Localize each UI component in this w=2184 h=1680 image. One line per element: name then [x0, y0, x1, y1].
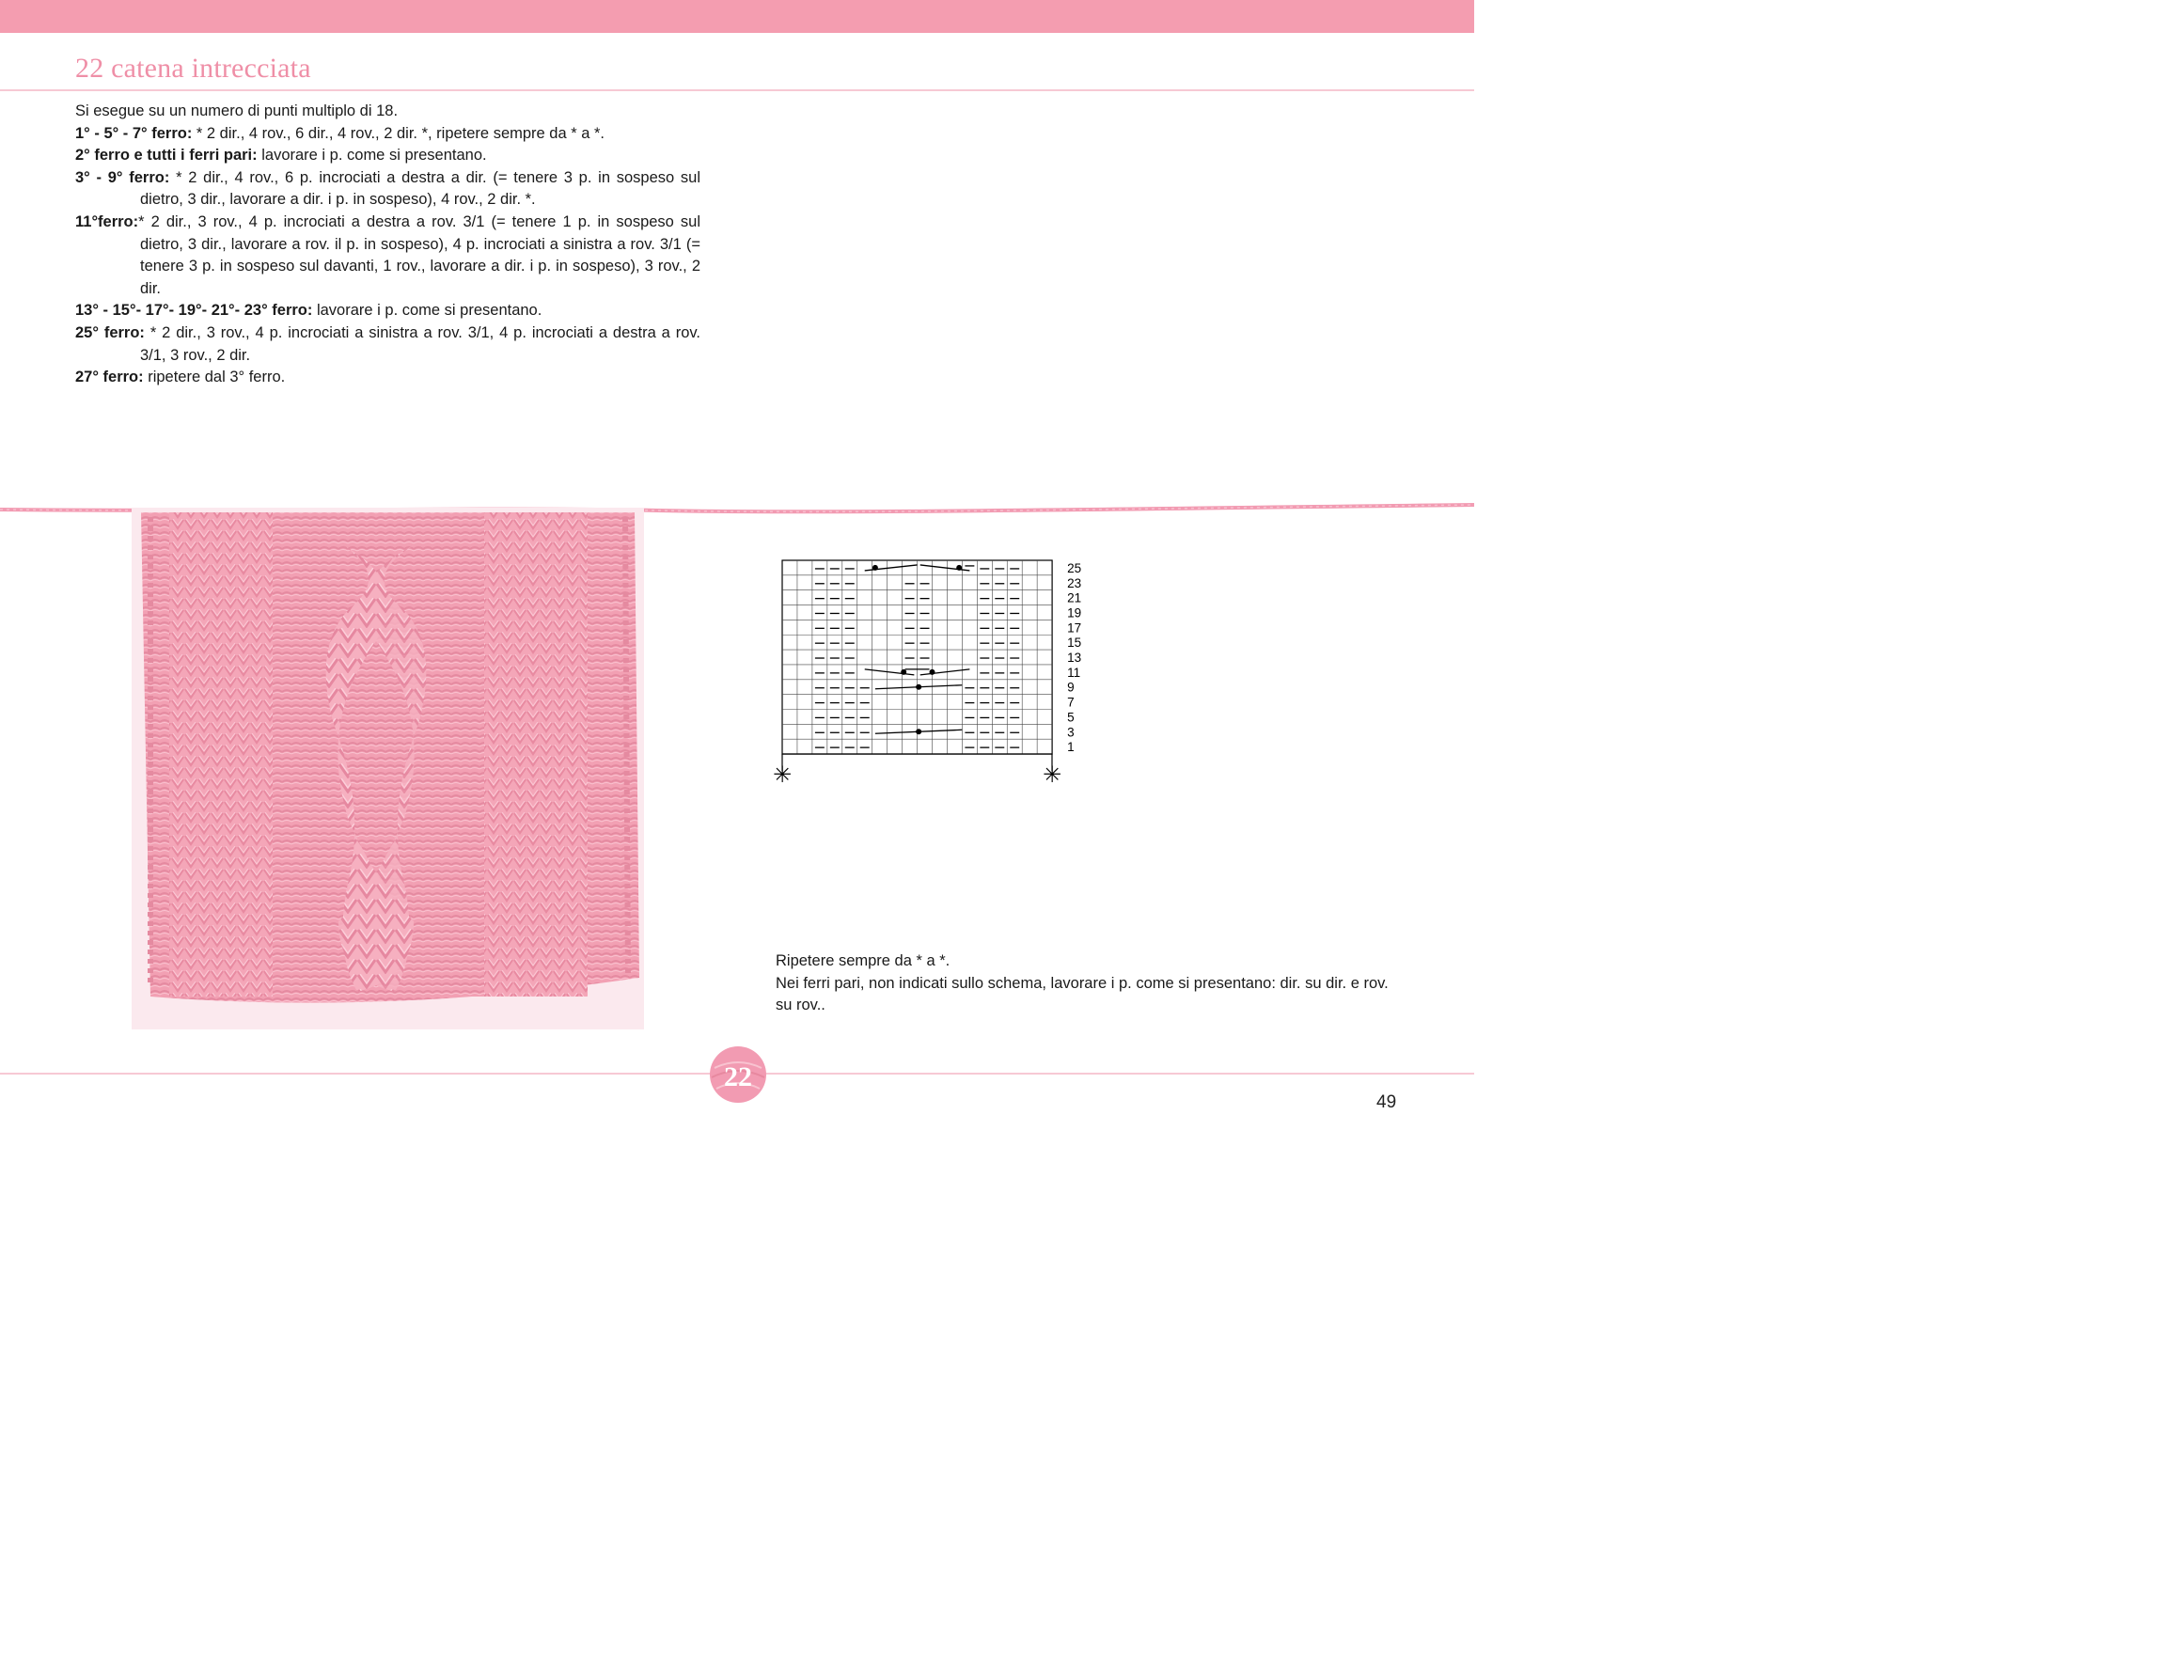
row-text: * 2 dir., 4 rov., 6 dir., 4 rov., 2 dir. *, ripetere sempre da * a *. [192, 124, 605, 142]
page-number: 49 [1376, 1092, 1397, 1112]
knitting-chart [769, 553, 1089, 788]
row-number-label: 23 [1067, 575, 1082, 590]
row-number-label: 15 [1067, 636, 1082, 651]
note-line-1: Ripetere sempre da * a *. [776, 952, 951, 969]
cable-cross-dot [872, 565, 878, 571]
row-number-label: 25 [1067, 560, 1082, 575]
row-label: 25° ferro: [75, 323, 145, 341]
instruction-row-6 [75, 322, 700, 367]
row-number-label: 21 [1067, 590, 1082, 605]
top-banner [0, 0, 1474, 33]
row-text: lavorare i p. come si presentano. [312, 302, 542, 320]
chart-row-numbers [1067, 561, 1081, 754]
instruction-row-7 [75, 367, 700, 389]
instructions [75, 101, 700, 389]
chart-grid [782, 560, 1052, 754]
row-number-label: 3 [1067, 725, 1075, 740]
row-text: * 2 dir., 3 rov., 4 p. incrociati a sinistra a rov. 3/1, 4 p. incrociati a destra a rov. 3/1, 3 rov., 2 dir. [140, 323, 700, 364]
instruction-row-2 [75, 145, 700, 167]
instruction-row-4 [75, 212, 700, 300]
cable-cross-dot [930, 669, 935, 675]
row-text: * 2 dir., 4 rov., 6 p. incrociati a destra a dir. (= tenere 3 p. in sospeso sul dietro, 3 dir., lavorare a dir. i p. in sospeso), 4 rov., 2 dir. *. [140, 168, 701, 209]
row-label: 3° - 9° ferro: [75, 168, 170, 186]
title-divider [0, 89, 1474, 91]
row-label: 2° ferro e tutti i ferri pari: [75, 147, 258, 165]
row-number-label: 13 [1067, 651, 1082, 666]
cable-cross-dot [916, 729, 921, 734]
cable-cross-dot [901, 669, 906, 675]
note-line-2: Nei ferri pari, non indicati sullo schema, lavorare i p. come si presentano: dir. su dir. e rov. su rov.. [776, 974, 1389, 1014]
row-label: 1° - 5° - 7° ferro: [75, 124, 193, 142]
instructions-intro: Si esegue su un numero di punti multiplo di 18. [75, 102, 399, 119]
knitted-swatch-photo [132, 508, 644, 1029]
page-title: 22 catena intrecciata [75, 53, 311, 84]
row-text: * 2 dir., 3 rov., 4 p. incrociati a destra a rov. 3/1 (= tenere 1 p. in sospeso sul dietro, 3 dir., lavorare a rov. il p. in sospeso), 4 p. incrociati a sinistra a rov. 3/1 (= tenere 3 p. in sospeso sul davanti, 1 rov., lavorare a dir. i p. in sospeso), 3 rov., 2 dir. [138, 212, 700, 297]
cable-cross-dot [956, 565, 962, 571]
badge-number: 22 [724, 1061, 752, 1092]
row-number-label: 11 [1067, 665, 1081, 680]
row-label: 27° ferro: [75, 369, 144, 386]
row-number-label: 19 [1067, 605, 1082, 620]
row-label: 11°ferro: [75, 212, 139, 230]
instruction-row-5 [75, 300, 700, 322]
row-number-label: 9 [1067, 680, 1075, 695]
row-number-label: 1 [1067, 740, 1075, 755]
row-text: ripetere dal 3° ferro. [143, 369, 286, 386]
repeat-start-marker: ✳ [772, 761, 793, 788]
row-number-label: 7 [1067, 695, 1075, 710]
yarn-ball-badge [707, 1044, 769, 1106]
chart-note [776, 950, 1406, 1017]
row-text: lavorare i p. come si presentano. [257, 147, 487, 165]
row-label: 13° - 15°- 17°- 19°- 21°- 23° ferro: [75, 302, 313, 320]
repeat-end-marker: ✳ [1042, 761, 1062, 788]
row-number-label: 5 [1067, 710, 1075, 725]
row-number-label: 17 [1067, 620, 1082, 636]
instruction-row-3 [75, 167, 700, 212]
instruction-row-1 [75, 123, 700, 146]
cable-cross-dot [916, 684, 921, 690]
